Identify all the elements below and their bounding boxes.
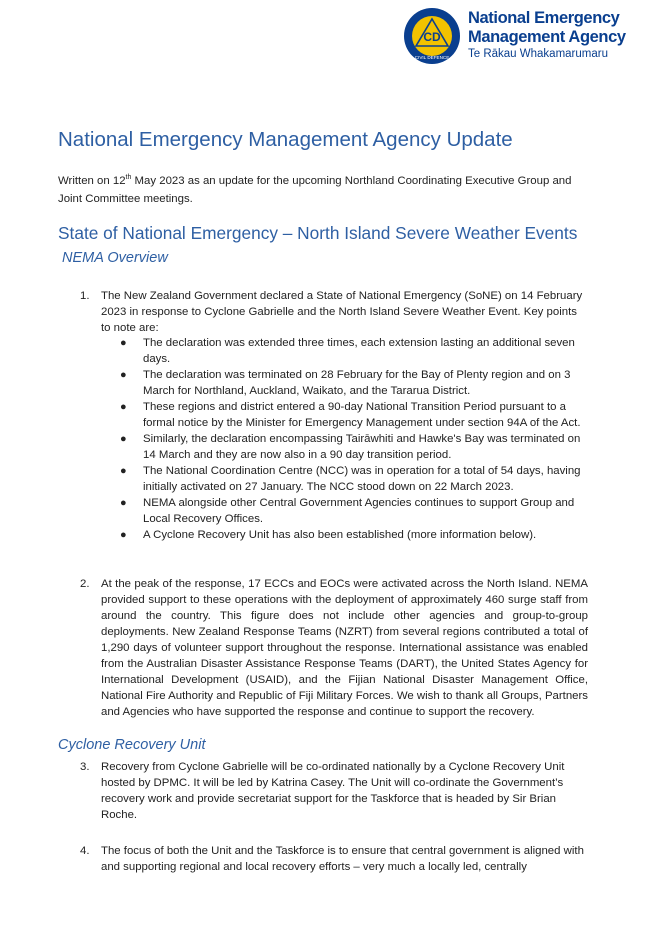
item-1-text: The New Zealand Government declared a State of National Emergency (SoNE) on 14 February 2023 in response to Cyclone Gabrielle and the North Island Severe Weather Event. Key points to note are: — [101, 290, 583, 334]
emblem-caption: CIVIL DEFENCE — [414, 55, 450, 60]
nema-logo — [404, 8, 640, 70]
bullet-dot-icon: ● — [120, 369, 127, 381]
item-number: 1. — [80, 290, 90, 302]
logo-wordmark — [468, 9, 643, 62]
bullet-item: ● A Cyclone Recovery Unit has also been established (more information below). — [120, 529, 537, 541]
intro-post: May 2023 as an update for the upcoming Northland Coordinating Executive Group and Joint Committee meetings. — [58, 175, 572, 205]
civil-defence-emblem — [404, 8, 460, 64]
logo-line-2: Management Agency — [468, 28, 626, 46]
bullet-dot-icon: ● — [120, 465, 127, 477]
item-number: 3. — [80, 761, 90, 773]
bullet-dot-icon: ● — [120, 433, 127, 445]
document-title: National Emergency Management Agency Update — [58, 128, 513, 151]
intro-pre: Written on 12 — [58, 175, 126, 187]
intro-superscript: th — [125, 174, 132, 182]
bullet-item: ● These regions and district entered a 90-day National Transition Period pursuant to a formal notice by the Minister for Emergency Management under section 94A of the Act. — [120, 401, 581, 429]
item-3-text: Recovery from Cyclone Gabrielle will be co-ordinated nationally by a Cyclone Recovery Unit hosted by DPMC. It will be led by Katrina Casey. The Unit will co-ordinate the Government’s recovery work and provide secretariat support for the Taskforce that is headed by Sir Brian Roche. — [101, 761, 565, 821]
bullet-item: ● Similarly, the declaration encompassing Tairāwhiti and Hawke's Bay was terminated on 14 March and they are now also in a 90 day transition period. — [120, 433, 581, 461]
intro-paragraph — [58, 172, 588, 208]
bullet-dot-icon: ● — [120, 497, 127, 509]
bullet-item: ● The declaration was extended three times, each extension lasting an additional seven days. — [120, 337, 575, 365]
subheading-cyclone-recovery-unit: Cyclone Recovery Unit — [58, 737, 206, 753]
item-2-text: At the peak of the response, 17 ECCs and EOCs were activated across the North Island. NEMA provided support to these operations with the deployment of approximately 460 surge staff from around the country. This figure does not include other agencies and group-to-group deployments. New Zealand Response Teams (NZRT) from several regions contributed a total of 1,290 days of volunteer support throughout the response. International assistance was enabled from the Australian Disaster Assistance Response Teams (DART), the United States Agency for International Development (USAID), and the Fijian National Disaster Management Office, National Fire Authority and Republic of Fiji Military Forces. We wish to thank all Groups, Partners and Agencies who have supported the response and continue to support the recovery. — [101, 578, 588, 718]
civil-defence-emblem-icon — [404, 8, 460, 64]
bullet-item: ● The declaration was terminated on 28 February for the Bay of Plenty region and on 3 March for Northland, Auckland, Waikato, and the Tararua District. — [120, 369, 571, 397]
subheading-nema-overview: NEMA Overview — [62, 250, 168, 266]
item-number: 4. — [80, 845, 90, 857]
item-1-bullet-list — [101, 335, 588, 543]
emblem-initials: CD — [423, 30, 441, 44]
bullet-dot-icon: ● — [120, 529, 127, 541]
item-number: 2. — [80, 578, 90, 590]
section-heading: State of National Emergency – North Island Severe Weather Events — [58, 223, 578, 243]
bullet-dot-icon: ● — [120, 337, 127, 349]
bullet-item: ● NEMA alongside other Central Government Agencies continues to support Group and Local Recovery Offices. — [120, 497, 575, 525]
item-4-text: The focus of both the Unit and the Taskforce is to ensure that central government is aligned with and supporting regional and local recovery efforts – very much a locally led, centrally — [101, 845, 584, 873]
logo-line-3: Te Rākau Whakamarumaru — [468, 48, 608, 60]
bullet-dot-icon: ● — [120, 401, 127, 413]
bullet-item: ● The National Coordination Centre (NCC) was in operation for a total of 54 days, having initially activated on 27 January. The NCC stood down on 22 March 2023. — [120, 465, 581, 493]
logo-line-1: National Emergency — [468, 9, 620, 27]
